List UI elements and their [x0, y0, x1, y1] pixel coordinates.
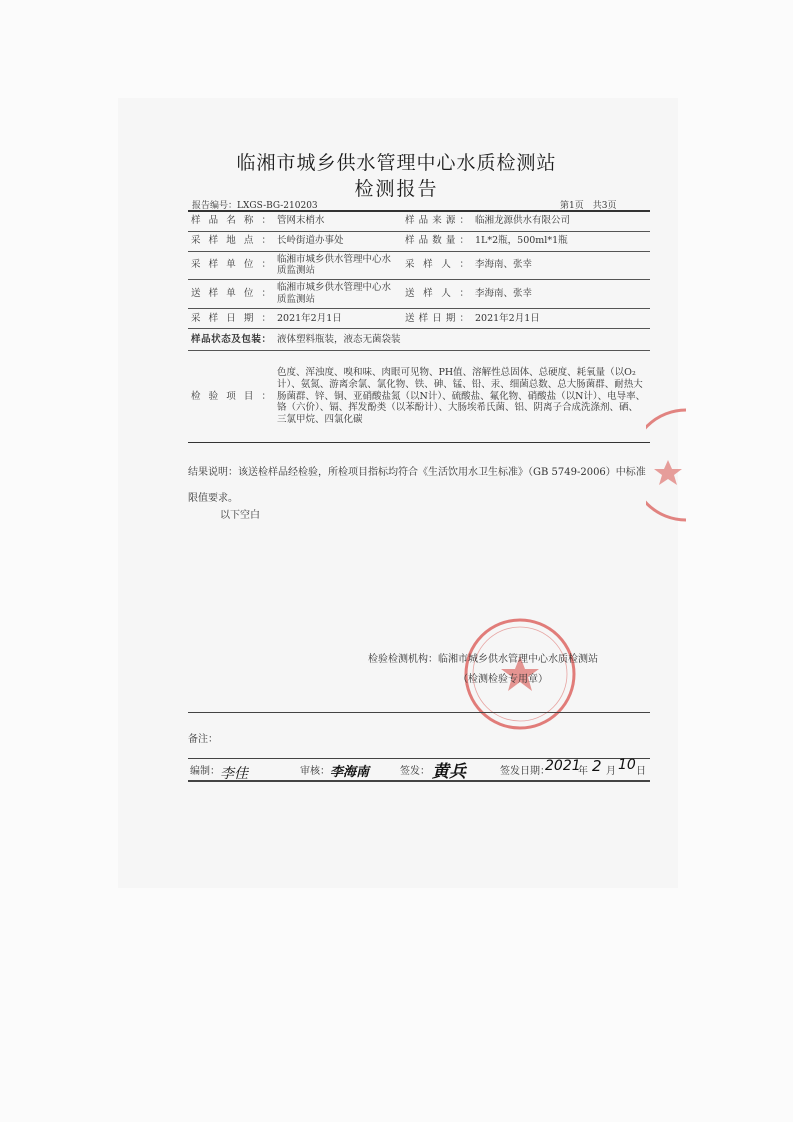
report-number: 报告编号：LXGS-BG-210203 [192, 201, 318, 211]
divider-remark [188, 758, 650, 759]
label-sampler: 采样人： [402, 251, 472, 280]
issue-year: 2021 [545, 758, 581, 774]
label-sampling-unit: 采样单位： [188, 251, 274, 280]
year-unit: 年 [578, 766, 588, 777]
conclusion-text: 结果说明：该送检样品经检验，所检项目指标均符合《生活饮用水卫生标准》（GB 5749-2006）中标准限值要求。 [188, 467, 646, 504]
reviewer-label: 审核： [300, 766, 330, 777]
issue-day: 10 [618, 757, 636, 773]
value-sampling-site: 长岭街道办事处 [274, 231, 402, 251]
label-delivery-date: 送样日期： [402, 309, 472, 329]
compiler-label: 编制： [190, 766, 220, 777]
value-test-items: 色度、浑浊度、嗅和味、肉眼可见物、PH值、溶解性总固体、总硬度、耗氧量（以O₂计）、氨氮、游离余氯、氯化物、铁、砷、锰、铅、汞、细菌总数、总大肠菌群、耐热大肠菌群、锌、铜、亚硝酸盐氮（以N计）、硫酸盐、氟化物、硝酸盐（以N计）、电导率、铬（六价）、镉、挥发酚类（以苯酚计）、大肠埃希氏菌、铝、阴离子合成洗涤剂、硒、三氯甲烷、四氯化碳 [274, 351, 650, 443]
report-title: 检测报告 [354, 178, 439, 200]
label-sampling-date: 采样日期： [188, 309, 274, 329]
compiler-signature: 李佳 [220, 766, 248, 782]
issue-month: 2 [592, 757, 602, 775]
label-test-items: 检验项目： [188, 351, 274, 443]
page-info: 第1页 共3页 [560, 201, 617, 211]
sample-info-table [188, 210, 650, 443]
reviewer-signature: 李海南 [330, 765, 370, 780]
label-delivery-unit: 送样单位： [188, 280, 274, 309]
partial-seal-icon [646, 405, 686, 525]
label-sample-source: 样品来源： [402, 211, 472, 231]
month-unit: 月 [606, 766, 616, 777]
issue-date-label: 签发日期： [500, 766, 550, 777]
testing-organization: 检验检测机构：临湘市城乡供水管理中心水质检测站 [368, 654, 598, 665]
remark-label: 备注： [188, 734, 218, 745]
value-sample-qty: 1L*2瓶，500ml*1瓶 [472, 231, 650, 251]
label-sample-name: 样品名称： [188, 211, 274, 231]
blank-note: 以下空白 [220, 510, 260, 521]
label-condition: 样品状态及包装： [188, 329, 274, 351]
value-delivery-date: 2021年2月1日 [472, 309, 650, 329]
day-unit: 日 [636, 766, 646, 777]
value-delivery-unit: 临湘市城乡供水管理中心水质监测站 [274, 280, 402, 309]
divider-top [188, 712, 650, 713]
label-deliverer: 送样人： [402, 280, 472, 309]
divider-bottom [188, 780, 650, 782]
issuer-label: 签发： [400, 766, 430, 777]
value-sample-name: 管网末梢水 [274, 211, 402, 231]
label-sample-qty: 样品数量： [402, 231, 472, 251]
value-condition: 液体塑料瓶装，液态无菌袋装 [274, 329, 650, 351]
value-sampler: 李海南、张幸 [472, 251, 650, 280]
issuer-signature: 黄兵 [432, 762, 466, 782]
value-sample-source: 临湘龙源供水有限公司 [472, 211, 650, 231]
value-sampling-date: 2021年2月1日 [274, 309, 402, 329]
seal-caption: （检测检验专用章） [458, 674, 548, 685]
label-sampling-site: 采样地点： [188, 231, 274, 251]
value-sampling-unit: 临湘市城乡供水管理中心水质监测站 [274, 251, 402, 280]
value-deliverer: 李海南、张幸 [472, 280, 650, 309]
report-org-title: 临湘市城乡供水管理中心水质检测站 [236, 152, 557, 174]
